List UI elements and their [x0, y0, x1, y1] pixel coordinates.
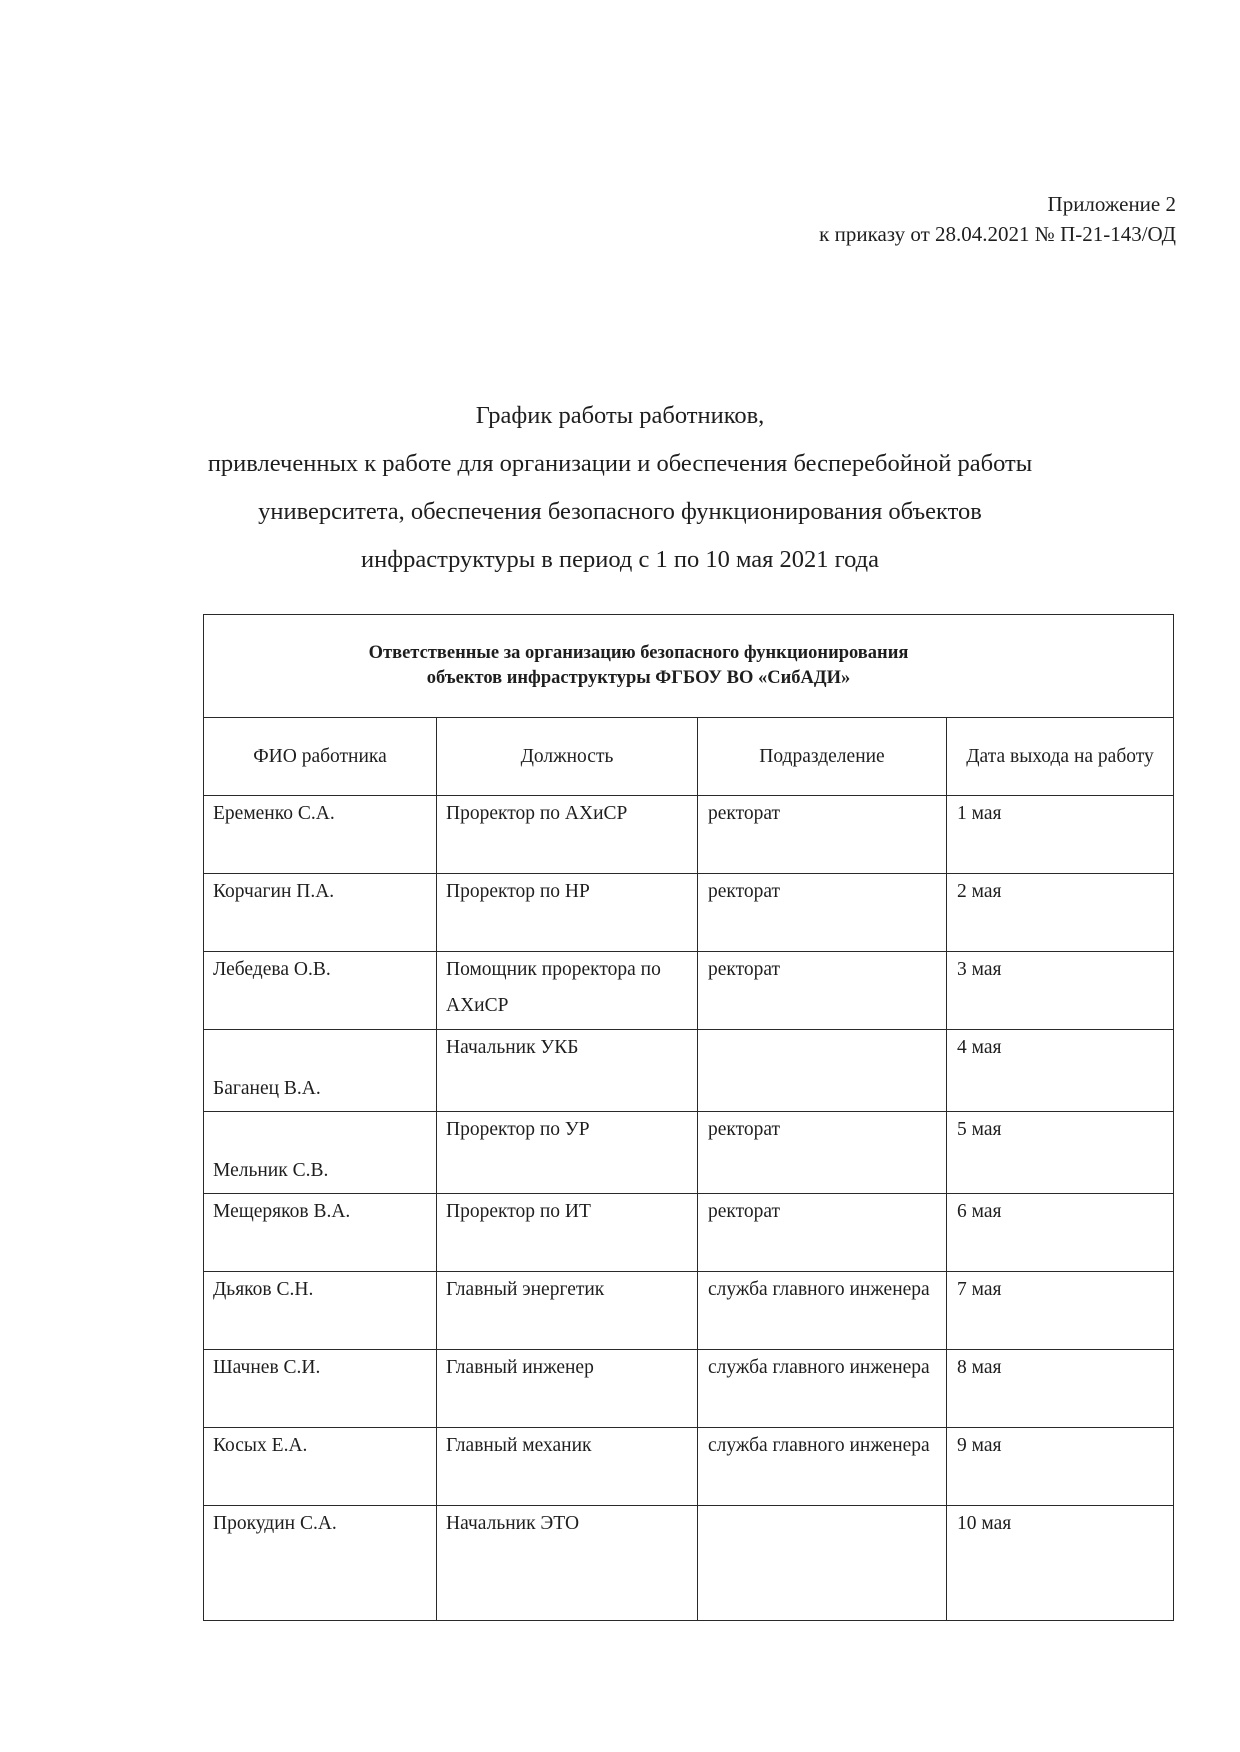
cell-department: служба главного инженера [698, 1272, 947, 1350]
order-reference: к приказу от 28.04.2021 № П-21-143/ОД [819, 222, 1176, 246]
cell-position: Начальник ЭТО [437, 1506, 698, 1621]
table-caption-row [204, 615, 1174, 718]
cell-date: 8 мая [947, 1350, 1174, 1428]
table-row [204, 1112, 1174, 1194]
cell-department: ректорат [698, 796, 947, 874]
table-caption-line-1: Ответственные за организацию безопасного функционирования [368, 643, 909, 663]
cell-department: ректорат [698, 1194, 947, 1272]
cell-name: Корчагин П.А. [204, 874, 437, 952]
cell-position: Главный механик [437, 1428, 698, 1506]
title-line-4: инфраструктуры в период с 1 по 10 мая 2021 года [360, 546, 880, 573]
appendix-number: Приложение 2 [1047, 192, 1176, 216]
table-row [204, 952, 1174, 1030]
cell-date: 6 мая [947, 1194, 1174, 1272]
table-row [204, 874, 1174, 952]
table-row [204, 1350, 1174, 1428]
cell-name: Лебедева О.В. [204, 952, 437, 1030]
schedule-table [203, 614, 1174, 1621]
cell-date: 4 мая [947, 1030, 1174, 1112]
cell-name: Дьяков С.Н. [204, 1272, 437, 1350]
table-row [204, 1272, 1174, 1350]
table-row [204, 1194, 1174, 1272]
cell-position: Главный энергетик [437, 1272, 698, 1350]
table-header-row [204, 718, 1174, 796]
cell-name: Мельник С.В. [204, 1112, 437, 1194]
cell-position: Проректор по АХиСР [437, 796, 698, 874]
table-row [204, 1030, 1174, 1112]
cell-name: Прокудин С.А. [204, 1506, 437, 1621]
title-line-3: университета, обеспечения безопасного функционирования объектов [258, 498, 982, 525]
cell-date: 3 мая [947, 952, 1174, 1030]
cell-date: 5 мая [947, 1112, 1174, 1194]
title-line-1: График работы работников, [475, 402, 765, 429]
table-caption [204, 615, 1174, 718]
cell-department: ректорат [698, 874, 947, 952]
cell-department: ректорат [698, 952, 947, 1030]
table-row [204, 1428, 1174, 1506]
table-row [204, 796, 1174, 874]
cell-position: Проректор по УР [437, 1112, 698, 1194]
cell-department [698, 1506, 947, 1621]
cell-position: Помощник проректора по АХиСР [437, 952, 698, 1030]
cell-date: 10 мая [947, 1506, 1174, 1621]
cell-name: Еременко С.А. [204, 796, 437, 874]
header-department: Подразделение [698, 718, 947, 796]
appendix-reference [819, 189, 1176, 249]
header-name: ФИО работника [204, 718, 437, 796]
document-title [0, 392, 1240, 584]
cell-department [698, 1030, 947, 1112]
cell-department: служба главного инженера [698, 1350, 947, 1428]
cell-date: 9 мая [947, 1428, 1174, 1506]
cell-position: Главный инженер [437, 1350, 698, 1428]
cell-name: Баганец В.А. [204, 1030, 437, 1112]
cell-position: Проректор по НР [437, 874, 698, 952]
header-date: Дата выхода на работу [947, 718, 1174, 796]
cell-name: Шачнев С.И. [204, 1350, 437, 1428]
cell-name: Косых Е.А. [204, 1428, 437, 1506]
table-caption-line-2: объектов инфраструктуры ФГБОУ ВО «СибАДИ» [426, 668, 851, 688]
cell-position: Проректор по ИТ [437, 1194, 698, 1272]
cell-date: 2 мая [947, 874, 1174, 952]
table-row [204, 1506, 1174, 1621]
cell-department: служба главного инженера [698, 1428, 947, 1506]
cell-position: Начальник УКБ [437, 1030, 698, 1112]
header-position: Должность [437, 718, 698, 796]
cell-date: 7 мая [947, 1272, 1174, 1350]
title-line-2: привлеченных к работе для организации и обеспечения бесперебойной работы [207, 450, 1033, 477]
cell-date: 1 мая [947, 796, 1174, 874]
cell-department: ректорат [698, 1112, 947, 1194]
cell-name: Мещеряков В.А. [204, 1194, 437, 1272]
